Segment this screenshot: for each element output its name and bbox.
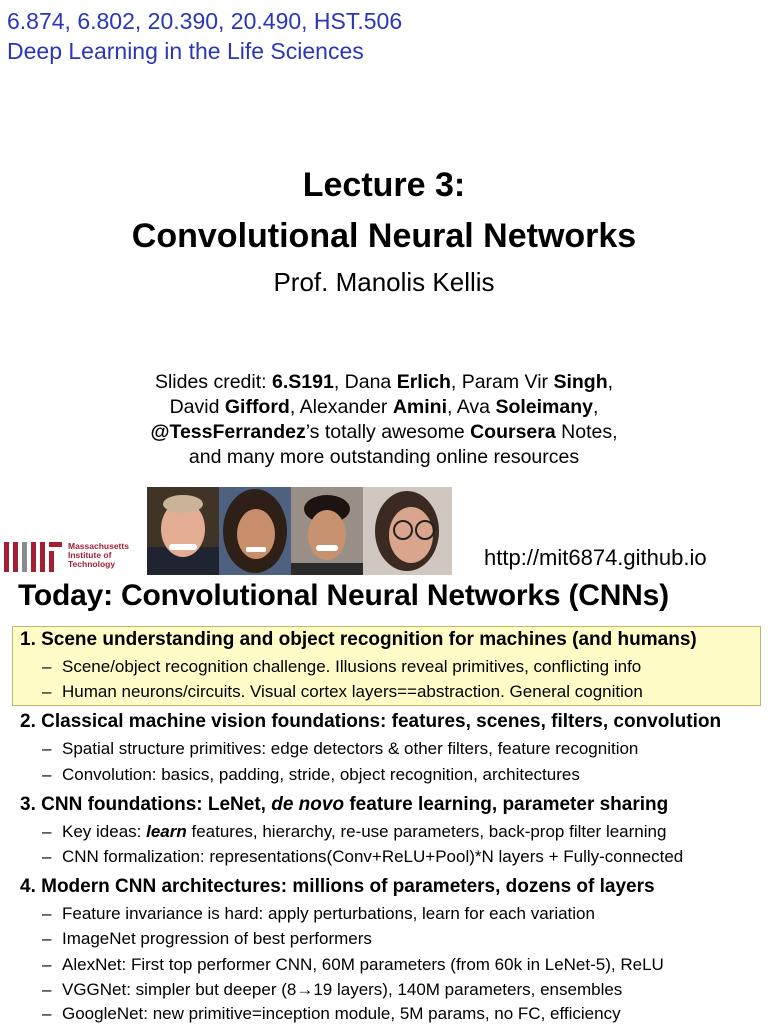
- outline-heading-4: 4. Modern CNN architectures: millions of parameters, dozens of layers: [20, 876, 655, 897]
- credits-line-4: and many more outstanding online resources: [188, 446, 580, 468]
- outline-bullet: – CNN formalization: representations(Conv+ReLU+Pool)*N layers + Fully-connected: [42, 847, 684, 866]
- outline-bullet: – Spatial structure primitives: edge detectors & other filters, feature recognition: [42, 739, 639, 758]
- course-url[interactable]: http://mit6874.github.io: [484, 545, 707, 570]
- course-numbers: 6.874, 6.802, 20.390, 20.490, HST.506: [7, 8, 403, 34]
- lecture-title: Convolutional Neural Networks: [131, 217, 637, 255]
- professor-name: Prof. Manolis Kellis: [273, 267, 495, 297]
- outline-bullet: – Scene/object recognition challenge. Illusions reveal primitives, conflicting info: [42, 657, 642, 676]
- instructor-photo-1: [147, 487, 219, 575]
- instructor-photo-3: [291, 487, 363, 575]
- outline-bullet: – Human neurons/circuits. Visual cortex layers==abstraction. General cognition: [42, 682, 643, 701]
- outline-heading-3: 3. CNN foundations: LeNet, de novo feature learning, parameter sharing: [20, 794, 669, 815]
- instructor-photo-4: [363, 487, 452, 575]
- credits-line-3: @TessFerrandez’s totally awesome Coursera Notes,: [150, 421, 618, 443]
- lecture-number: Lecture 3:: [302, 166, 466, 204]
- instructor-photo-2: [219, 487, 291, 575]
- outline-bullet: – Convolution: basics, padding, stride, object recognition, architectures: [42, 765, 580, 784]
- outline-title: Today: Convolutional Neural Networks (CNNs): [18, 579, 669, 612]
- outline-bullet: – VGGNet: simpler but deeper (8→19 layers), 140M parameters, ensembles: [42, 980, 623, 999]
- course-title: Deep Learning in the Life Sciences: [7, 38, 364, 64]
- outline-bullet: – GoogleNet: new primitive=inception module, 5M params, no FC, efficiency: [42, 1004, 621, 1023]
- outline-heading-2: 2. Classical machine vision foundations: features, scenes, filters, convolution: [20, 711, 722, 732]
- mit-logo: [4, 540, 134, 576]
- mit-logo-text: Massachusetts Institute of Technology: [68, 541, 129, 569]
- arrow-icon: →: [296, 980, 314, 999]
- outline-heading-1: 1. Scene understanding and object recognition for machines (and humans): [20, 629, 697, 650]
- outline-bullet: – Key ideas: learn features, hierarchy, re-use parameters, back-prop filter learning: [42, 822, 667, 841]
- outline-bullet: – ImageNet progression of best performers: [42, 929, 372, 948]
- credits-line-1: Slides credit: 6.S191, Dana Erlich, Param Vir Singh,: [154, 371, 614, 393]
- credits-line-2: David Gifford, Alexander Amini, Ava Soleimany,: [169, 396, 599, 418]
- outline-bullet: – Feature invariance is hard: apply perturbations, learn for each variation: [42, 904, 595, 923]
- outline-bullet: – AlexNet: First top performer CNN, 60M parameters (from 60k in LeNet-5), ReLU: [42, 955, 664, 974]
